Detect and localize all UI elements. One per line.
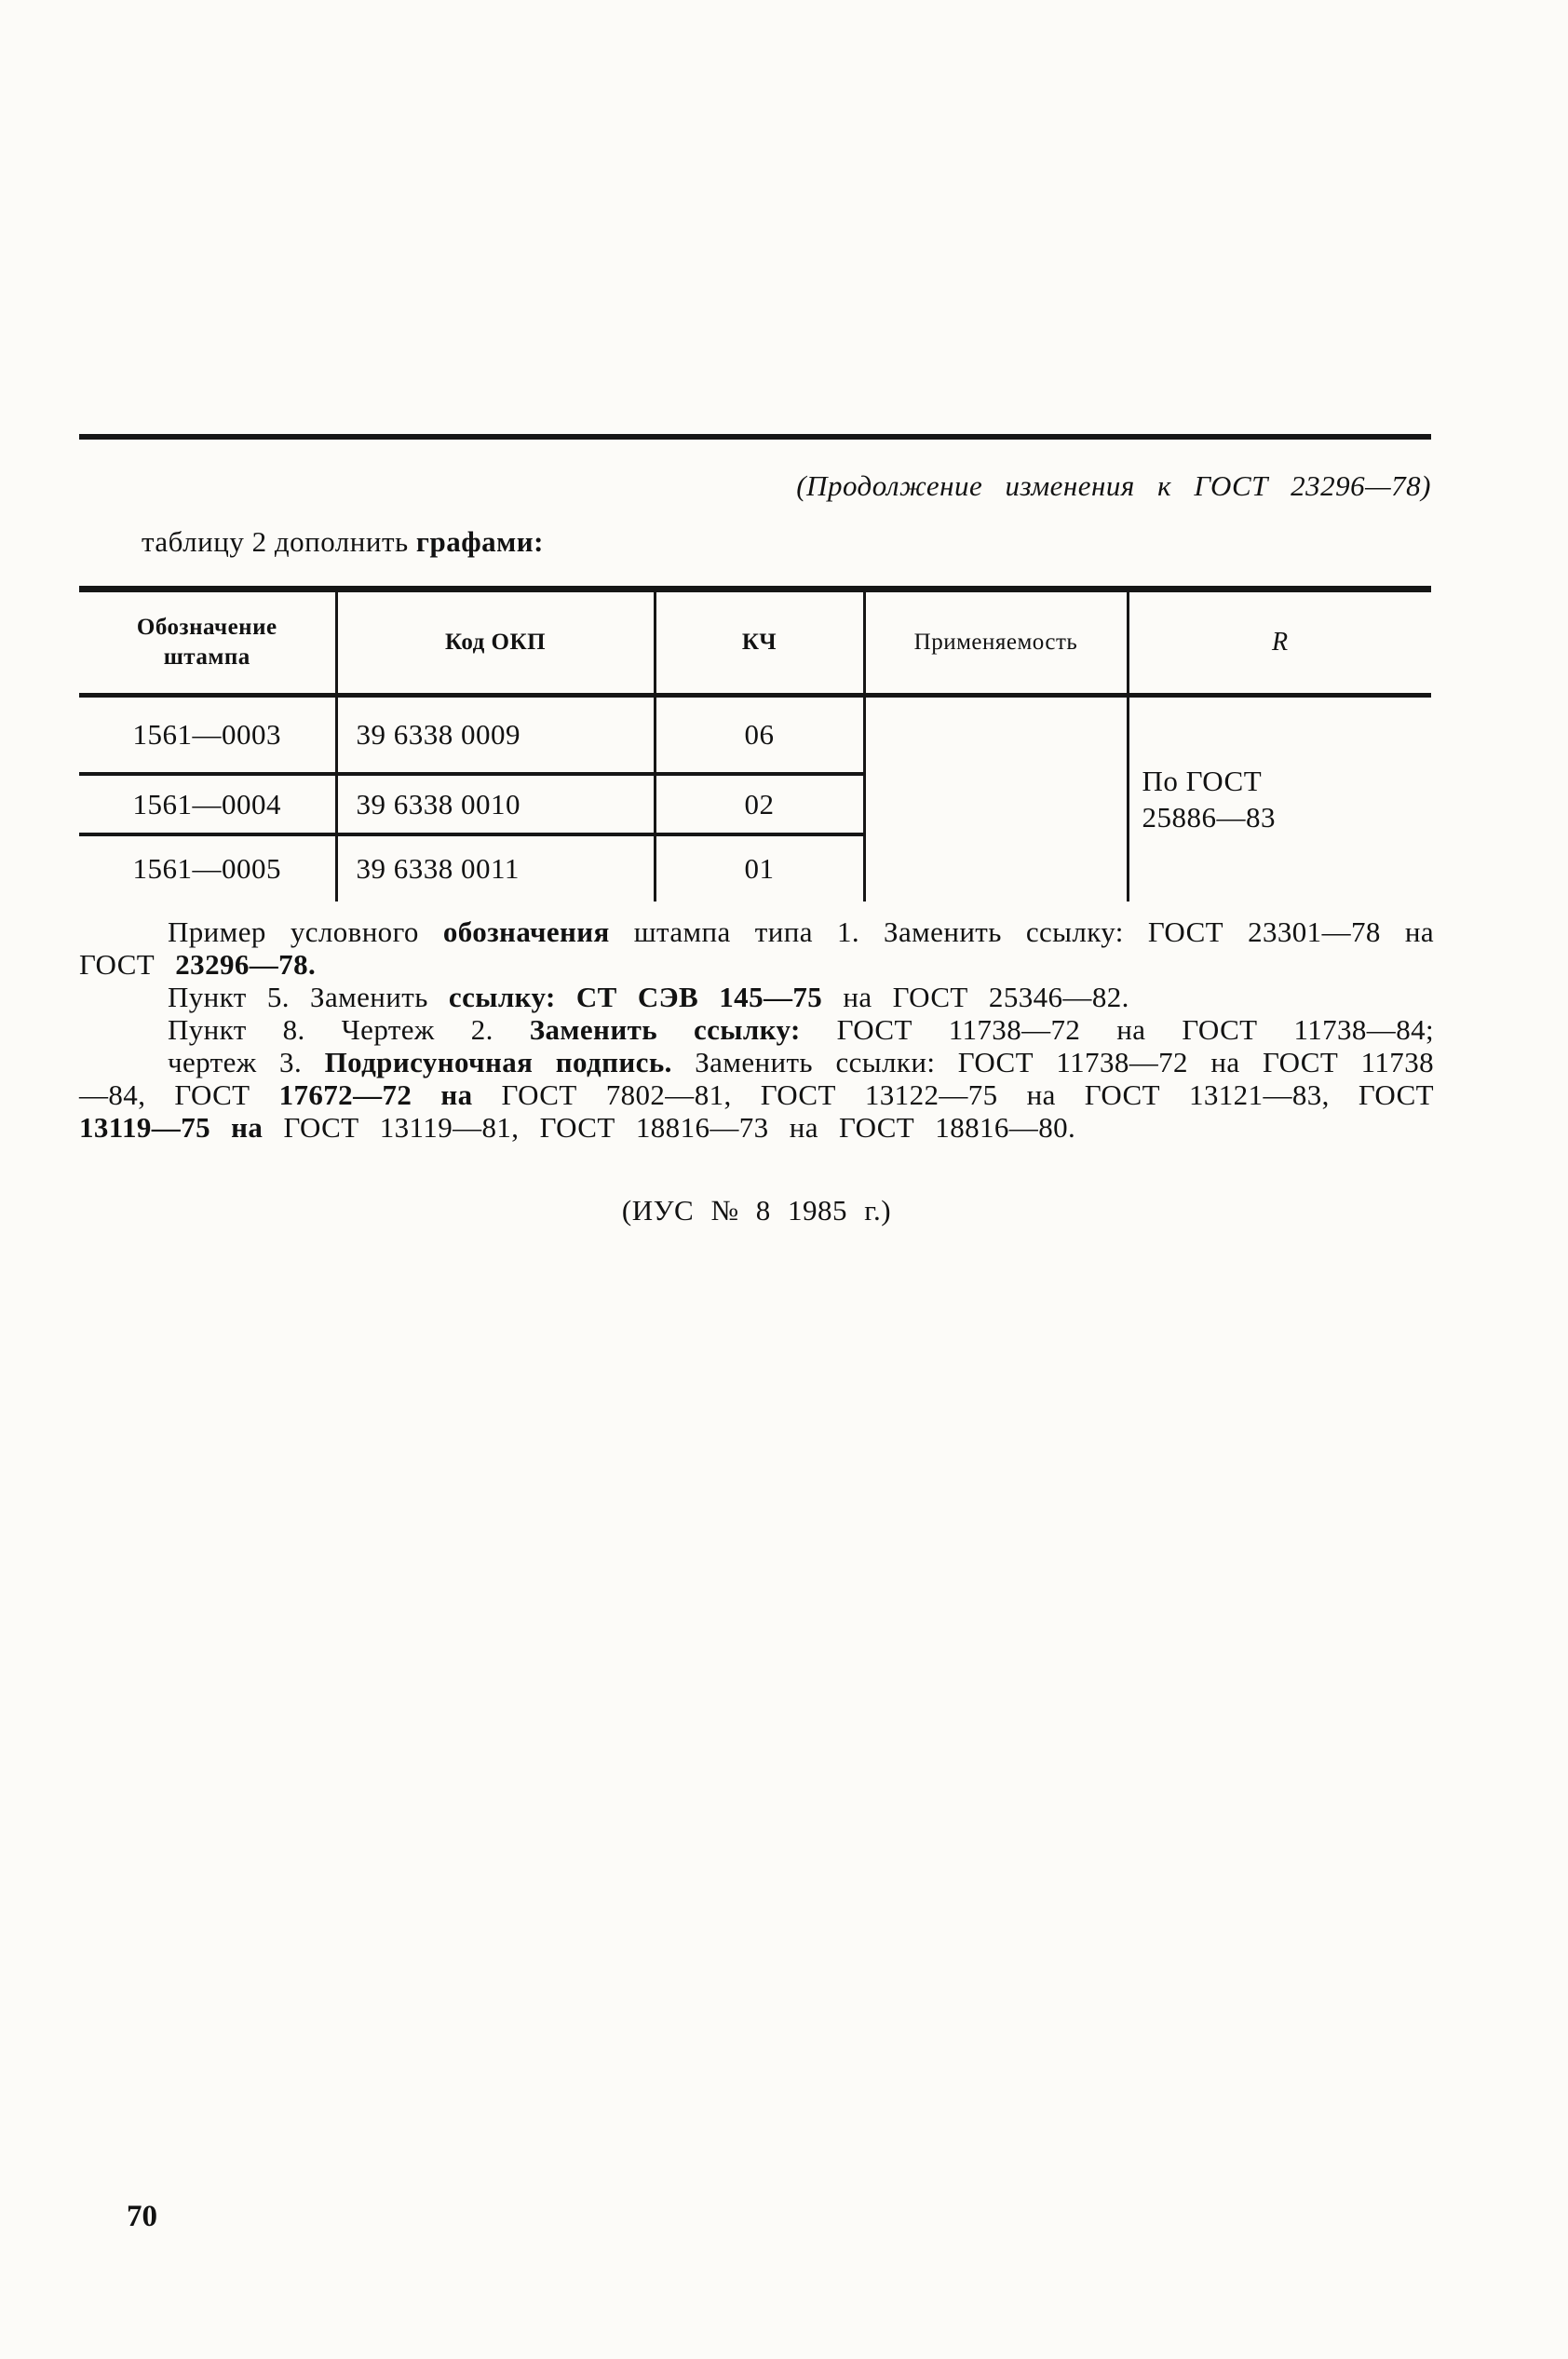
cell-kch: 06: [655, 696, 864, 775]
cell-kch: 02: [655, 774, 864, 834]
column-header-okp-code: Код ОКП: [336, 590, 655, 696]
body-paragraphs: [79, 915, 1434, 1144]
ius-note: (ИУС № 8 1985 г.): [621, 1194, 892, 1227]
paragraph-item8: Пункт 8. Чертеж 2. Заменить ссылку: ГОСТ 11738—72 на ГОСТ 11738—84;: [168, 1013, 1435, 1046]
paragraph-drawing3: чертеж 3. Подрисуночная подпись. Заменить ссылки: ГОСТ 11738—72 на ГОСТ 11738—84, ГОСТ 17672—72 на ГОСТ 7802—81, ГОСТ 13122—75 на ГОСТ 13121—83, ГОСТ 13119—75 на ГОСТ 13119—81, ГОСТ 18816—73 на ГОСТ 18816—80.: [79, 1046, 1435, 1144]
column-header-designation: Обозначение штампа: [79, 590, 336, 696]
cell-designation: 1561—0005: [79, 834, 336, 902]
table-header-row: [79, 590, 1431, 696]
amendments-table: [79, 586, 1431, 902]
paragraph-item5: Пункт 5. Заменить ссылку: СТ СЭВ 145—75 на ГОСТ 25346—82.: [168, 981, 1129, 1013]
column-header-kch: КЧ: [655, 590, 864, 696]
table-row: [79, 696, 1431, 775]
column-header-applicability: Применяемость: [864, 590, 1128, 696]
paragraph-example: Пример условного обозначения штампа типа 1. Заменить ссылку: ГОСТ 23301—78 на ГОСТ 23296—78.: [79, 915, 1434, 981]
cell-okp-code: 39 6338 0009: [336, 696, 655, 775]
page-number: 70: [127, 2200, 157, 2233]
cell-okp-code: 39 6338 0010: [336, 774, 655, 834]
column-header-r: R: [1128, 590, 1431, 696]
cell-applicability: [864, 696, 1128, 902]
cell-designation: 1561—0003: [79, 696, 336, 775]
cell-designation: 1561—0004: [79, 774, 336, 834]
continuation-note: (Продолжение изменения к ГОСТ 23296—78): [796, 469, 1431, 502]
cell-kch: 01: [655, 834, 864, 902]
table-intro-line: таблицу 2 дополнить графами:: [142, 525, 544, 558]
cell-r-value: По ГОСТ 25886—83: [1142, 764, 1276, 834]
top-horizontal-rule: [79, 434, 1431, 440]
cell-okp-code: 39 6338 0011: [336, 834, 655, 902]
